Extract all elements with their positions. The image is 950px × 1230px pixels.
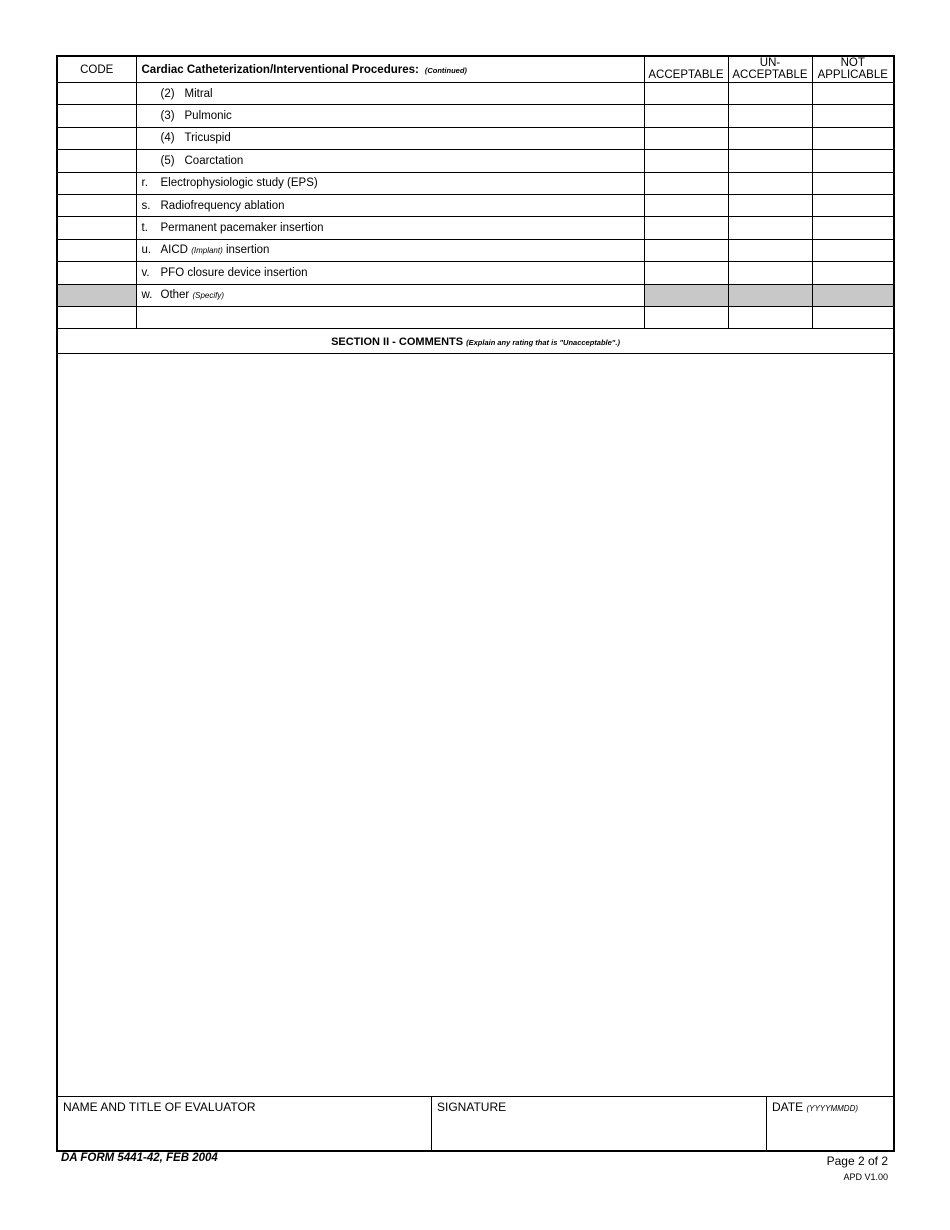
unacceptable-header-line1: UN- bbox=[759, 57, 781, 69]
not-applicable-cell[interactable] bbox=[812, 105, 893, 127]
item-label: PFO closure device insertion bbox=[160, 266, 308, 279]
apd-version: APD V1.00 bbox=[843, 1172, 888, 1182]
acceptable-header bbox=[644, 57, 728, 83]
acceptable-cell[interactable] bbox=[644, 217, 728, 239]
item-label: Pulmonic bbox=[184, 110, 232, 123]
item-label: Coarctation bbox=[184, 154, 244, 167]
code-cell[interactable] bbox=[58, 217, 136, 239]
item-letter: s. bbox=[141, 199, 151, 212]
not-applicable-cell[interactable] bbox=[812, 217, 893, 239]
date-field[interactable] bbox=[767, 1097, 893, 1151]
table-row bbox=[58, 83, 893, 105]
table-row bbox=[58, 284, 893, 306]
code-cell[interactable] bbox=[58, 83, 136, 105]
signature-field[interactable] bbox=[432, 1097, 767, 1151]
signature-label: SIGNATURE bbox=[437, 1100, 507, 1114]
date-format-note: (YYYYMMDD) bbox=[806, 1104, 859, 1113]
item-letter: (5) bbox=[160, 154, 175, 167]
acceptable-cell[interactable] bbox=[644, 262, 728, 284]
unacceptable-cell-shaded bbox=[728, 284, 812, 306]
procedure-item-pulmonic bbox=[136, 105, 644, 127]
unacceptable-cell[interactable] bbox=[728, 127, 812, 149]
unacceptable-header bbox=[728, 57, 812, 83]
item-letter: (2) bbox=[160, 87, 175, 100]
unacceptable-cell[interactable] bbox=[728, 262, 812, 284]
unacceptable-cell[interactable] bbox=[728, 239, 812, 261]
unacceptable-cell[interactable] bbox=[728, 172, 812, 194]
item-label: Tricuspid bbox=[184, 132, 231, 145]
not-applicable-cell-shaded bbox=[812, 284, 893, 306]
item-label-note: (Implant) bbox=[191, 246, 223, 256]
not-applicable-header bbox=[812, 57, 893, 83]
unacceptable-cell[interactable] bbox=[728, 83, 812, 105]
acceptable-cell[interactable] bbox=[644, 172, 728, 194]
not-applicable-cell[interactable] bbox=[812, 127, 893, 149]
not-applicable-cell[interactable] bbox=[812, 239, 893, 261]
item-label: Other bbox=[160, 289, 190, 302]
procedure-item-mitral bbox=[136, 83, 644, 105]
procedure-item-coarctation bbox=[136, 150, 644, 172]
section-ii-title: SECTION II - COMMENTS bbox=[331, 336, 464, 348]
table-row bbox=[58, 105, 893, 127]
acceptable-cell[interactable] bbox=[644, 306, 728, 328]
acceptable-cell[interactable] bbox=[644, 239, 728, 261]
not-applicable-header-line2: APPLICABLE bbox=[817, 69, 888, 81]
acceptable-cell[interactable] bbox=[644, 194, 728, 216]
procedure-item-eps bbox=[136, 172, 644, 194]
not-applicable-header-line1: NOT bbox=[840, 57, 865, 69]
code-cell[interactable] bbox=[58, 172, 136, 194]
procedures-title bbox=[136, 57, 644, 83]
code-cell[interactable] bbox=[58, 127, 136, 149]
not-applicable-cell[interactable] bbox=[812, 194, 893, 216]
unacceptable-header-line2: ACCEPTABLE bbox=[732, 69, 808, 81]
item-label: Electrophysiologic study (EPS) bbox=[160, 177, 318, 190]
unacceptable-cell[interactable] bbox=[728, 105, 812, 127]
section-ii-header bbox=[58, 331, 893, 354]
procedure-item-tricuspid bbox=[136, 127, 644, 149]
not-applicable-cell[interactable] bbox=[812, 83, 893, 105]
code-cell[interactable] bbox=[58, 262, 136, 284]
table-row bbox=[58, 172, 893, 194]
item-letter: r. bbox=[141, 177, 148, 190]
not-applicable-cell[interactable] bbox=[812, 172, 893, 194]
code-cell[interactable] bbox=[58, 194, 136, 216]
item-letter: u. bbox=[141, 244, 152, 257]
item-letter: (4) bbox=[160, 132, 175, 145]
date-label: DATE bbox=[772, 1100, 804, 1114]
acceptable-header-text: ACCEPTABLE bbox=[648, 69, 724, 81]
table-row-other-entry bbox=[58, 306, 893, 328]
unacceptable-cell[interactable] bbox=[728, 194, 812, 216]
item-label: Radiofrequency ablation bbox=[160, 199, 285, 212]
procedure-item-pfo bbox=[136, 262, 644, 284]
procedures-title-text: Cardiac Catheterization/Interventional Procedures: bbox=[141, 63, 419, 76]
procedures-table bbox=[58, 57, 893, 329]
item-letter: (3) bbox=[160, 110, 175, 123]
procedure-item-aicd bbox=[136, 239, 644, 261]
acceptable-cell[interactable] bbox=[644, 150, 728, 172]
code-cell[interactable] bbox=[58, 150, 136, 172]
signature-row bbox=[58, 1096, 893, 1151]
code-cell-shaded bbox=[58, 284, 136, 306]
comments-area[interactable] bbox=[58, 354, 893, 1096]
table-row bbox=[58, 217, 893, 239]
item-label: Permanent pacemaker insertion bbox=[160, 222, 324, 235]
item-label-note: (Specify) bbox=[192, 291, 225, 301]
form-frame bbox=[56, 55, 895, 1152]
not-applicable-cell[interactable] bbox=[812, 306, 893, 328]
item-letter: w. bbox=[141, 289, 153, 302]
acceptable-cell[interactable] bbox=[644, 83, 728, 105]
not-applicable-cell[interactable] bbox=[812, 150, 893, 172]
not-applicable-cell[interactable] bbox=[812, 262, 893, 284]
procedure-item-ablation bbox=[136, 194, 644, 216]
code-header: CODE bbox=[58, 57, 136, 83]
code-cell[interactable] bbox=[58, 306, 136, 328]
acceptable-cell-shaded bbox=[644, 284, 728, 306]
code-cell[interactable] bbox=[58, 105, 136, 127]
item-label: Mitral bbox=[184, 87, 213, 100]
table-row bbox=[58, 127, 893, 149]
unacceptable-cell[interactable] bbox=[728, 306, 812, 328]
continued-note: (Continued) bbox=[424, 65, 467, 75]
code-cell[interactable] bbox=[58, 239, 136, 261]
unacceptable-cell[interactable] bbox=[728, 217, 812, 239]
procedure-item-pacemaker bbox=[136, 217, 644, 239]
table-row bbox=[58, 194, 893, 216]
procedure-item-other bbox=[136, 284, 644, 306]
form-identifier: DA FORM 5441-42, FEB 2004 bbox=[61, 1152, 218, 1164]
table-row bbox=[58, 239, 893, 261]
item-label-suffix: insertion bbox=[225, 244, 270, 257]
other-specify-field[interactable] bbox=[136, 306, 644, 328]
page-number: Page 2 of 2 bbox=[826, 1154, 888, 1168]
evaluator-name-label: NAME AND TITLE OF EVALUATOR bbox=[63, 1100, 256, 1114]
item-letter: t. bbox=[141, 222, 148, 235]
table-row bbox=[58, 262, 893, 284]
acceptable-cell[interactable] bbox=[644, 105, 728, 127]
item-label: AICD bbox=[160, 244, 188, 257]
evaluator-name-field[interactable] bbox=[58, 1097, 432, 1151]
section-ii-note: (Explain any rating that is "Unacceptable".) bbox=[466, 338, 620, 347]
acceptable-cell[interactable] bbox=[644, 127, 728, 149]
item-letter: v. bbox=[141, 266, 150, 279]
unacceptable-cell[interactable] bbox=[728, 150, 812, 172]
table-header-row bbox=[58, 57, 893, 83]
table-row bbox=[58, 150, 893, 172]
